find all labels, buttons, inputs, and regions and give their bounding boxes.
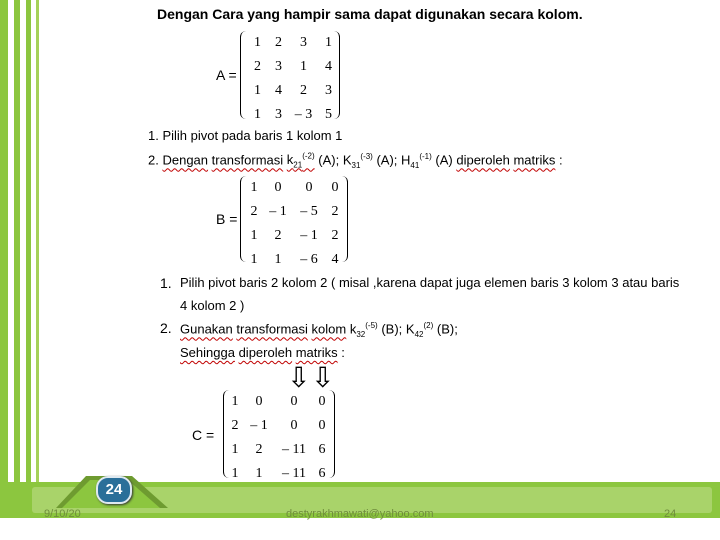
matrix-a-label: A = [216, 67, 237, 83]
step-text: k [346, 321, 357, 337]
matrix-a [240, 31, 340, 122]
matrix-cell: 2 [300, 83, 307, 98]
matrix-cell: – 6 [300, 252, 318, 267]
matrix-cell: 2 [331, 204, 339, 219]
footer-date: 9/10/20 [44, 508, 81, 520]
matrix-cell: – 1 [300, 228, 318, 243]
matrix-cell: 0 [318, 394, 326, 409]
operator-superscript: (2) [423, 321, 434, 330]
operator-subscript: 41 [410, 160, 420, 170]
step-number: 2. [148, 152, 159, 168]
step-text: (A) [431, 152, 457, 168]
matrix-cell: 2 [275, 35, 282, 50]
matrix-cell: 1 [250, 228, 258, 243]
operator-subscript: 31 [351, 160, 361, 170]
matrix-cell: 1 [254, 83, 261, 98]
step-text: (B); [433, 321, 458, 337]
step-transform-2 [180, 321, 458, 339]
matrix-cell: 0 [290, 418, 298, 433]
matrix-cell: 1 [300, 59, 307, 74]
matrix-cell: 1 [254, 107, 261, 122]
matrix-cell: 1 [250, 252, 258, 267]
step-word: diperoleh [238, 345, 293, 360]
matrix-cell: 0 [274, 180, 282, 195]
step-word: Sehingga [180, 345, 235, 360]
matrix-cell: 2 [231, 418, 239, 433]
slide-heading: Dengan Cara yang hampir sama dapat digunakan secara kolom. [157, 6, 583, 22]
step-transform-2-number: 2. [160, 320, 172, 336]
step-text: (B); K [377, 321, 415, 337]
matrix-cell: 2 [255, 442, 263, 457]
operator-superscript: (-2) [302, 152, 315, 161]
matrix-row [227, 390, 331, 414]
matrix-cell: 3 [275, 59, 282, 74]
matrix-row [247, 79, 339, 103]
matrix-cell: 1 [325, 35, 332, 50]
matrix-cell: 0 [331, 180, 339, 195]
step-word: transformasi [236, 321, 308, 337]
matrix-row [227, 438, 331, 462]
matrix-cell: – 11 [282, 466, 306, 481]
matrix-row [245, 248, 345, 272]
operator-subscript: 21 [293, 160, 303, 170]
step-operator [286, 152, 315, 170]
decor-stripe [14, 0, 20, 490]
matrix-cell: 3 [325, 83, 332, 98]
matrix-cell: 5 [325, 107, 332, 122]
step-text: : [555, 152, 563, 168]
matrix-cell: 6 [318, 466, 326, 481]
matrix-cell: 1 [231, 394, 239, 409]
operator-superscript: (-5) [365, 321, 378, 330]
matrix-cell: 3 [275, 107, 282, 122]
matrix-cell: – 5 [300, 204, 318, 219]
matrix-row [245, 200, 345, 224]
matrix-cell: 0 [318, 418, 326, 433]
matrix-cell: 1 [250, 180, 258, 195]
slide-number-badge: 24 [96, 476, 132, 504]
matrix-b-label: B = [216, 211, 238, 227]
matrix-b [240, 176, 348, 267]
matrix-cell: – 1 [269, 204, 287, 219]
step-word: kolom [311, 321, 347, 337]
decor-stripe [26, 0, 31, 490]
operator-subscript: 42 [414, 329, 424, 339]
decor-stripe [36, 0, 39, 490]
step-word: transformasi [211, 152, 284, 168]
step-text: (A); H [372, 152, 411, 168]
step-text: (A); K [314, 152, 352, 168]
matrix-row [247, 55, 339, 79]
matrix-c-label: C = [192, 427, 215, 443]
step-pivot: 1. Pilih pivot pada baris 1 kolom 1 [148, 128, 343, 143]
matrix-row [247, 103, 339, 127]
operator-subscript: 32 [356, 329, 366, 339]
matrix-row [227, 414, 331, 438]
matrix-row [247, 31, 339, 55]
matrix-cell: – 11 [282, 442, 306, 457]
matrix-cell: 2 [250, 204, 258, 219]
step-word: Dengan [162, 152, 209, 168]
step-word: matriks [295, 345, 338, 360]
matrix-cell: – 3 [294, 107, 313, 122]
step-word: diperoleh [456, 152, 510, 168]
matrix-cell: – 1 [250, 418, 268, 433]
matrix-cell: 2 [331, 228, 339, 243]
step-pivot-2-line2: 4 kolom 2 ) [180, 298, 245, 313]
step-pivot-2-line1: Pilih pivot baris 2 kolom 2 ( misal ,karena dapat juga elemen baris 3 kolom 3 atau baris [180, 275, 680, 290]
matrix-cell: 4 [325, 59, 332, 74]
down-arrow-icon: ⇩ [287, 361, 311, 394]
matrix-cell: 1 [231, 466, 239, 481]
matrix-row [245, 176, 345, 200]
step-transform [148, 152, 563, 170]
matrix-c [223, 390, 335, 481]
decor-stripe [0, 0, 8, 490]
step-word: matriks [513, 152, 556, 168]
matrix-cell: 0 [290, 394, 298, 409]
operator-superscript: (-1) [419, 152, 432, 161]
step-number: 1. [160, 275, 172, 291]
matrix-cell: 1 [231, 442, 239, 457]
matrix-row [245, 224, 345, 248]
footer-page-number: 24 [664, 508, 677, 520]
matrix-cell: 6 [318, 442, 326, 457]
step-result [180, 345, 345, 360]
step-pivot-2 [160, 275, 172, 291]
operator-letter: k [286, 152, 294, 168]
matrix-cell: 2 [254, 59, 261, 74]
matrix-cell: 3 [300, 35, 307, 50]
matrix-cell: 4 [331, 252, 339, 267]
matrix-cell: 1 [254, 35, 261, 50]
step-word: Gunakan [180, 321, 233, 337]
operator-superscript: (-3) [360, 152, 373, 161]
matrix-cell: 0 [305, 180, 313, 195]
matrix-cell: 2 [274, 228, 282, 243]
down-arrow-icon: ⇩ [311, 361, 335, 394]
matrix-cell: 0 [255, 394, 263, 409]
footer-email: destyrakhmawati@yahoo.com [286, 508, 434, 520]
step-text: : [337, 345, 345, 360]
matrix-cell: 1 [255, 466, 263, 481]
matrix-cell: 4 [275, 83, 282, 98]
matrix-cell: 1 [274, 252, 282, 267]
